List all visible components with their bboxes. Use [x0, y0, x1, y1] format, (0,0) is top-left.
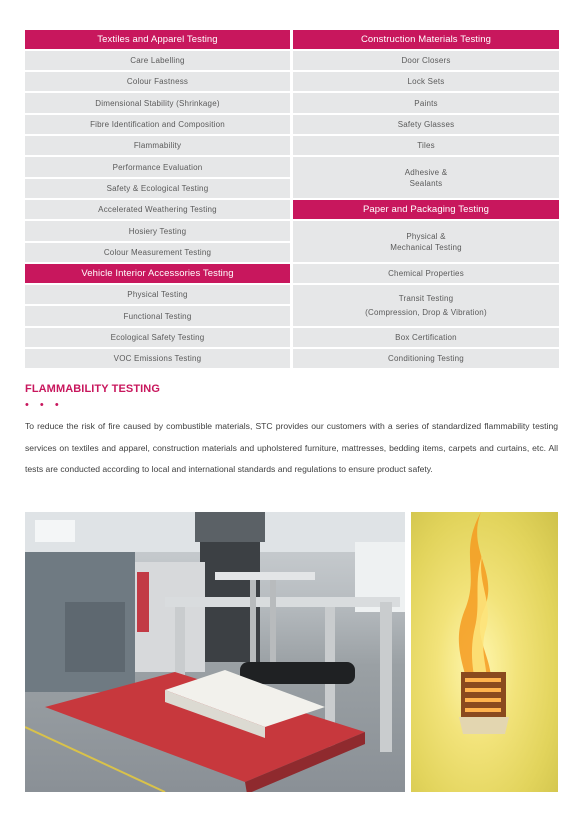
- intro-paragraph: To reduce the risk of fire caused by combustible materials, STC provides our customers with a series of standardized flammability testing services on textiles and apparel, construction materials and upholstered furniture, mattresses, bedding items, carpets and curtains, etc. All tests are conducted according to local and international standards and regulations to ensure product safety.: [25, 421, 558, 474]
- item-hosiery-testing: Hosiery Testing: [25, 221, 290, 241]
- burning-sample-photo: [411, 512, 558, 792]
- item-physical-mechanical: [293, 221, 559, 262]
- mattress-flammability-lab-photo: [25, 512, 405, 792]
- item-safety-ecological: Safety & Ecological Testing: [25, 179, 290, 198]
- item-colour-fastness: Colour Fastness: [25, 72, 290, 91]
- physical-line2: Mechanical Testing: [390, 242, 462, 252]
- accent-dots: • • •: [25, 399, 63, 411]
- testing-services-tables: [25, 30, 559, 368]
- item-colour-measurement: Colour Measurement Testing: [25, 243, 290, 262]
- item-physical-testing: Physical Testing: [25, 285, 290, 304]
- item-functional-testing: Functional Testing: [25, 306, 290, 326]
- item-lock-sets: Lock Sets: [293, 72, 559, 91]
- item-box-certification: Box Certification: [293, 328, 559, 347]
- item-flammability: Flammability: [25, 136, 290, 155]
- flame-illustration: [411, 512, 558, 792]
- item-paints: Paints: [293, 93, 559, 113]
- header-paper-packaging: Paper and Packaging Testing: [293, 200, 559, 219]
- adhesive-line2: Sealants: [409, 178, 443, 188]
- item-tiles: Tiles: [293, 136, 559, 155]
- item-safety-glasses: Safety Glasses: [293, 115, 559, 134]
- item-ecological-safety: Ecological Safety Testing: [25, 328, 290, 347]
- item-care-labelling: Care Labelling: [25, 51, 290, 70]
- transit-line2: (Compression, Drop & Vibration): [365, 308, 487, 317]
- adhesive-line1: Adhesive &: [404, 167, 448, 177]
- item-fibre-identification: Fibre Identification and Composition: [25, 115, 290, 134]
- item-adhesive-sealants: [293, 157, 559, 198]
- header-vehicle-interior: Vehicle Interior Accessories Testing: [25, 264, 290, 283]
- section-title: FLAMMABILITY TESTING: [25, 383, 161, 395]
- item-transit-testing: [293, 285, 559, 326]
- header-construction-materials: Construction Materials Testing: [293, 30, 559, 49]
- lab-illustration: [25, 512, 405, 792]
- item-performance-evaluation: Performance Evaluation: [25, 157, 290, 177]
- header-textiles-apparel: Textiles and Apparel Testing: [25, 30, 290, 49]
- item-accelerated-weathering: Accelerated Weathering Testing: [25, 200, 290, 219]
- transit-line1: Transit Testing: [398, 294, 454, 303]
- item-dimensional-stability: Dimensional Stability (Shrinkage): [25, 93, 290, 113]
- item-voc-emissions: VOC Emissions Testing: [25, 349, 290, 368]
- physical-line1: Physical &: [406, 231, 446, 241]
- item-conditioning-testing: Conditioning Testing: [293, 349, 559, 368]
- item-chemical-properties: Chemical Properties: [293, 264, 559, 283]
- item-door-closers: Door Closers: [293, 51, 559, 70]
